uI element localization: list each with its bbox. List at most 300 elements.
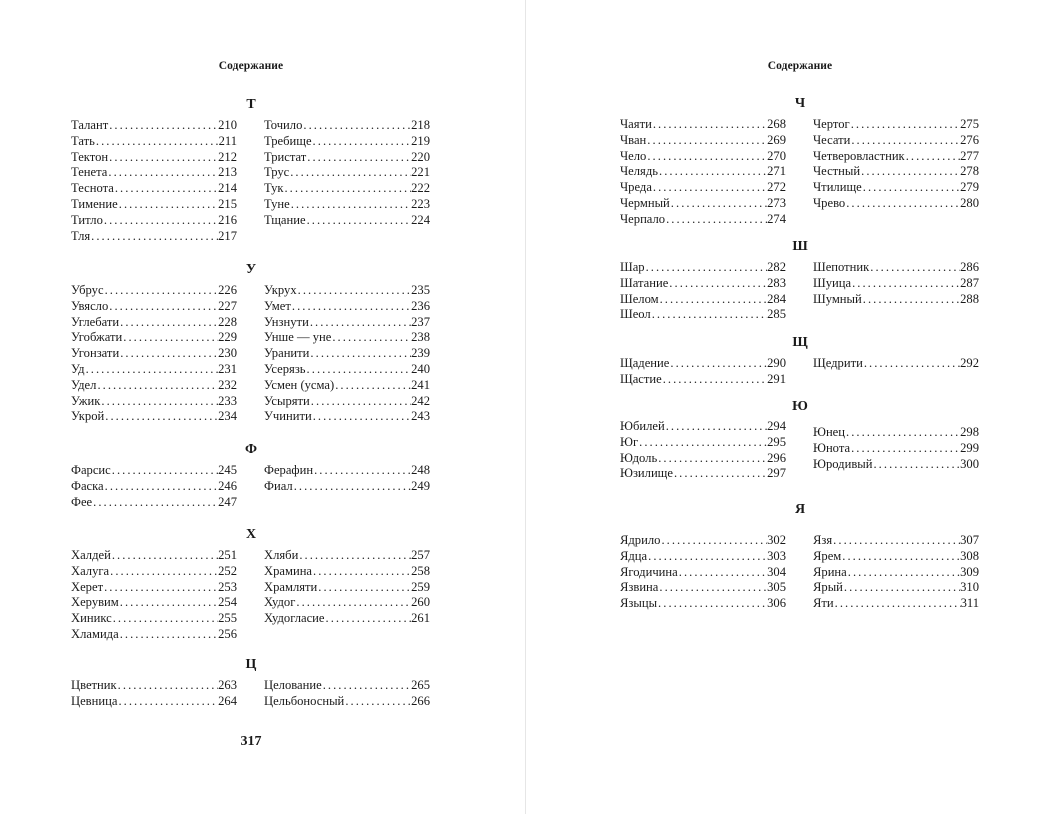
dot-leader xyxy=(645,260,768,276)
dot-leader xyxy=(291,299,411,315)
dot-leader xyxy=(850,441,960,457)
entry-word: Шепотник xyxy=(813,260,870,274)
entry-word: Цветник xyxy=(71,678,117,692)
entry-page-number: 290 xyxy=(767,356,786,370)
toc-entry xyxy=(620,164,786,180)
entry-word: Цельбоносный xyxy=(264,693,345,708)
entry-page-number: 231 xyxy=(218,361,237,376)
toc-entry xyxy=(620,419,786,435)
toc-column xyxy=(264,283,430,425)
toc-entry xyxy=(813,457,979,473)
entry-page-number: 229 xyxy=(218,330,237,345)
toc-entry xyxy=(813,425,979,441)
toc-entry xyxy=(264,595,430,611)
dot-leader xyxy=(119,627,218,643)
dot-leader xyxy=(832,533,960,549)
entry-page-number: 253 xyxy=(218,579,237,594)
dot-leader xyxy=(117,694,218,710)
toc-entry xyxy=(264,213,430,229)
toc-entry xyxy=(71,580,237,596)
entry-page-number: 271 xyxy=(767,164,786,179)
entry-word: Удел xyxy=(71,377,97,392)
entry-word: Ядрило xyxy=(620,533,661,547)
entry-word: Целование xyxy=(264,678,322,692)
entry-page-number: 305 xyxy=(767,580,786,595)
dot-leader xyxy=(673,466,767,482)
entry-page-number: 304 xyxy=(767,564,786,579)
section-letter: Ш xyxy=(792,239,808,254)
entry-word: Укрой xyxy=(71,409,105,424)
entry-page-number: 223 xyxy=(411,196,430,211)
dot-leader xyxy=(289,165,411,181)
dot-leader xyxy=(104,283,219,299)
toc-column xyxy=(620,356,786,388)
toc-column xyxy=(813,260,979,307)
dot-leader xyxy=(657,451,767,467)
entry-word: Цевница xyxy=(71,693,118,708)
toc-column xyxy=(620,533,786,612)
entry-word: Шумный xyxy=(813,291,862,306)
entry-page-number: 272 xyxy=(767,180,786,195)
dot-leader xyxy=(112,611,218,627)
toc-column xyxy=(813,425,979,472)
toc-entry xyxy=(264,409,430,425)
entry-page-number: 258 xyxy=(411,563,430,578)
entry-word: Точило xyxy=(264,118,303,132)
entry-word: Чреда xyxy=(620,180,652,195)
toc-entry xyxy=(71,213,237,229)
toc-entry xyxy=(813,117,979,133)
dot-leader xyxy=(841,549,960,565)
toc-entry xyxy=(264,181,430,197)
toc-entry xyxy=(264,678,430,694)
toc-entry xyxy=(71,150,237,166)
dot-leader xyxy=(872,457,960,473)
entry-word: Талант xyxy=(71,118,109,132)
entry-word: Ядца xyxy=(620,548,648,563)
entry-word: Черпало xyxy=(620,211,666,226)
dot-leader xyxy=(317,580,411,596)
entry-word: Херет xyxy=(71,579,104,594)
entry-page-number: 296 xyxy=(767,450,786,465)
entry-page-number: 259 xyxy=(411,579,430,594)
toc-entry xyxy=(264,165,430,181)
toc-entry xyxy=(71,165,237,181)
dot-leader xyxy=(670,196,767,212)
toc-entry xyxy=(620,307,786,323)
entry-word: Унше — уне xyxy=(264,330,332,345)
dot-leader xyxy=(850,133,960,149)
entry-word: Требище xyxy=(264,133,312,148)
toc-entry xyxy=(71,678,237,694)
dot-leader xyxy=(647,549,767,565)
toc-entry xyxy=(620,117,786,133)
dot-leader xyxy=(103,213,218,229)
page-number: 317 xyxy=(240,734,262,749)
entry-word: Фарсис xyxy=(71,463,111,477)
dot-leader xyxy=(847,565,960,581)
section-letter: Ф xyxy=(244,442,258,457)
entry-word: Фаска xyxy=(71,478,104,493)
entry-word: Ярина xyxy=(813,564,847,579)
dot-leader xyxy=(651,307,767,323)
entry-page-number: 268 xyxy=(767,117,786,131)
entry-word: Усерязь xyxy=(264,361,306,376)
toc-entry xyxy=(71,611,237,627)
toc-entry xyxy=(813,580,979,596)
entry-page-number: 257 xyxy=(411,548,430,562)
entry-word: Ужик xyxy=(71,393,101,408)
toc-entry xyxy=(813,180,979,196)
toc-entry xyxy=(620,533,786,549)
entry-word: Юг xyxy=(620,434,639,449)
toc-entry xyxy=(620,180,786,196)
toc-entry xyxy=(71,694,237,710)
dot-leader xyxy=(85,362,219,378)
entry-page-number: 306 xyxy=(767,596,786,611)
entry-word: Шатание xyxy=(620,275,669,290)
entry-page-number: 287 xyxy=(960,275,979,290)
entry-page-number: 285 xyxy=(767,307,786,322)
toc-entry xyxy=(813,441,979,457)
dot-leader xyxy=(313,463,411,479)
dot-leader xyxy=(843,580,960,596)
toc-entry xyxy=(264,479,430,495)
toc-entry xyxy=(813,133,979,149)
entry-page-number: 307 xyxy=(960,533,979,547)
dot-leader xyxy=(860,164,960,180)
dot-leader xyxy=(95,134,219,150)
toc-entry xyxy=(813,164,979,180)
toc-entry xyxy=(264,694,430,710)
entry-page-number: 211 xyxy=(218,133,237,148)
entry-page-number: 255 xyxy=(218,611,237,626)
dot-leader xyxy=(108,150,218,166)
entry-word: Углебати xyxy=(71,314,120,329)
entry-word: Шелом xyxy=(620,291,659,306)
dot-leader xyxy=(668,276,767,292)
entry-word: Худогласие xyxy=(264,611,325,626)
dot-leader xyxy=(851,276,960,292)
entry-page-number: 252 xyxy=(218,563,237,578)
dot-leader xyxy=(660,533,767,549)
toc-entry xyxy=(71,595,237,611)
entry-word: Ягодичина xyxy=(620,564,678,579)
section-letter: У xyxy=(245,262,257,277)
toc-entry xyxy=(813,260,979,276)
toc-entry xyxy=(264,362,430,378)
entry-page-number: 264 xyxy=(218,693,237,708)
dot-leader xyxy=(104,409,218,425)
entry-page-number: 261 xyxy=(411,611,430,626)
entry-word: Чесати xyxy=(813,132,851,147)
dot-leader xyxy=(119,315,218,331)
entry-page-number: 283 xyxy=(767,275,786,290)
toc-entry xyxy=(264,315,430,331)
toc-entry xyxy=(71,463,237,479)
entry-page-number: 298 xyxy=(960,425,979,439)
toc-entry xyxy=(264,378,430,394)
dot-leader xyxy=(119,346,218,362)
dot-leader xyxy=(119,595,218,611)
dot-leader xyxy=(309,346,411,362)
toc-entry xyxy=(71,181,237,197)
toc-entry xyxy=(813,549,979,565)
toc-entry xyxy=(264,283,430,299)
entry-page-number: 266 xyxy=(411,693,430,708)
entry-page-number: 265 xyxy=(411,678,430,692)
dot-leader xyxy=(108,299,218,315)
entry-page-number: 282 xyxy=(767,260,786,274)
entry-page-number: 276 xyxy=(960,132,979,147)
entry-word: Увясло xyxy=(71,298,109,313)
entry-page-number: 269 xyxy=(767,132,786,147)
entry-page-number: 237 xyxy=(411,314,430,329)
entry-page-number: 292 xyxy=(960,356,979,370)
entry-word: Челядь xyxy=(620,164,659,179)
dot-leader xyxy=(109,564,218,580)
entry-word: Языцы xyxy=(620,596,658,611)
dot-leader xyxy=(283,181,411,197)
entry-word: Угонзати xyxy=(71,346,120,361)
entry-page-number: 226 xyxy=(218,283,237,297)
toc-column xyxy=(813,356,979,372)
entry-word: Юнец xyxy=(813,425,846,439)
section-letter: Я xyxy=(794,502,806,517)
toc-column xyxy=(264,678,430,710)
toc-entry xyxy=(71,118,237,134)
entry-page-number: 286 xyxy=(960,260,979,274)
dot-leader xyxy=(334,378,411,394)
toc-entry xyxy=(264,330,430,346)
entry-page-number: 235 xyxy=(411,283,430,297)
dot-leader xyxy=(118,197,218,213)
entry-page-number: 234 xyxy=(218,409,237,424)
toc-column xyxy=(71,548,237,643)
entry-page-number: 230 xyxy=(218,346,237,361)
toc-entry xyxy=(620,466,786,482)
entry-word: Халуга xyxy=(71,563,110,578)
toc-entry xyxy=(620,565,786,581)
dot-leader xyxy=(117,678,218,694)
toc-entry xyxy=(71,409,237,425)
dot-leader xyxy=(312,564,411,580)
entry-word: Яти xyxy=(813,596,834,611)
entry-page-number: 245 xyxy=(218,463,237,477)
section-letter: Ц xyxy=(245,657,257,672)
entry-page-number: 254 xyxy=(218,595,237,610)
toc-entry xyxy=(620,549,786,565)
left-page xyxy=(0,0,525,814)
entry-word: Халдей xyxy=(71,548,111,562)
toc-entry xyxy=(620,292,786,308)
entry-word: Шуица xyxy=(813,275,852,290)
toc-entry xyxy=(620,356,786,372)
entry-word: Тук xyxy=(264,181,284,196)
entry-word: Чрево xyxy=(813,195,846,210)
dot-leader xyxy=(290,197,411,213)
dot-leader xyxy=(862,180,960,196)
toc-entry xyxy=(620,260,786,276)
entry-word: Ферафин xyxy=(264,463,314,477)
dot-leader xyxy=(658,164,767,180)
entry-page-number: 220 xyxy=(411,149,430,164)
dot-leader xyxy=(665,212,767,228)
entry-word: Уранити xyxy=(264,346,310,361)
entry-word: Тщание xyxy=(264,212,306,227)
dot-leader xyxy=(646,149,767,165)
entry-word: Чело xyxy=(620,148,647,163)
entry-word: Тимение xyxy=(71,196,118,211)
entry-word: Уд xyxy=(71,361,85,376)
entry-word: Убрус xyxy=(71,283,104,297)
dot-leader xyxy=(111,548,218,564)
entry-page-number: 278 xyxy=(960,164,979,179)
dot-leader xyxy=(104,479,218,495)
toc-entry xyxy=(813,149,979,165)
entry-page-number: 218 xyxy=(411,118,430,132)
entry-word: Тать xyxy=(71,133,95,148)
entry-page-number: 222 xyxy=(411,181,430,196)
entry-page-number: 302 xyxy=(767,533,786,547)
entry-page-number: 213 xyxy=(218,165,237,180)
dot-leader xyxy=(122,330,218,346)
toc-entry xyxy=(620,196,786,212)
entry-word: Четверовластник xyxy=(813,148,905,163)
entry-page-number: 263 xyxy=(218,678,237,692)
dot-leader xyxy=(92,495,218,511)
entry-word: Чван xyxy=(620,132,647,147)
entry-word: Хляби xyxy=(264,548,299,562)
entry-page-number: 214 xyxy=(218,181,237,196)
toc-column xyxy=(620,117,786,228)
entry-word: Титло xyxy=(71,212,103,227)
entry-page-number: 288 xyxy=(960,291,979,306)
entry-page-number: 297 xyxy=(767,466,786,481)
dot-leader xyxy=(659,292,768,308)
dot-leader xyxy=(344,694,411,710)
entry-word: Язвина xyxy=(620,580,659,595)
toc-column xyxy=(264,548,430,627)
toc-entry xyxy=(71,564,237,580)
entry-page-number: 236 xyxy=(411,298,430,313)
toc-entry xyxy=(813,292,979,308)
entry-page-number: 256 xyxy=(218,626,237,641)
entry-page-number: 291 xyxy=(767,371,786,386)
entry-word: Ярый xyxy=(813,580,843,595)
entry-page-number: 303 xyxy=(767,548,786,563)
entry-page-number: 239 xyxy=(411,346,430,361)
entry-page-number: 300 xyxy=(960,456,979,471)
entry-word: Усмен (усма) xyxy=(264,377,335,392)
entry-page-number: 309 xyxy=(960,564,979,579)
toc-entry xyxy=(620,276,786,292)
dot-leader xyxy=(850,117,960,133)
entry-page-number: 308 xyxy=(960,548,979,563)
toc-entry xyxy=(71,197,237,213)
toc-entry xyxy=(264,580,430,596)
toc-entry xyxy=(71,495,237,511)
dot-leader xyxy=(652,117,767,133)
entry-page-number: 280 xyxy=(960,195,979,210)
toc-entry xyxy=(264,134,430,150)
entry-page-number: 295 xyxy=(767,434,786,449)
entry-page-number: 310 xyxy=(960,580,979,595)
entry-word: Трус xyxy=(264,165,290,180)
dot-leader xyxy=(678,565,767,581)
entry-word: Щедрити xyxy=(813,356,863,370)
toc-entry xyxy=(71,362,237,378)
toc-column xyxy=(264,463,430,495)
dot-leader xyxy=(845,425,960,441)
entry-word: Язя xyxy=(813,533,833,547)
entry-page-number: 233 xyxy=(218,393,237,408)
toc-entry xyxy=(71,283,237,299)
entry-page-number: 238 xyxy=(411,330,430,345)
entry-page-number: 311 xyxy=(960,596,979,611)
toc-entry xyxy=(71,394,237,410)
toc-entry xyxy=(264,299,430,315)
entry-page-number: 294 xyxy=(767,419,786,433)
right-page xyxy=(526,0,1051,814)
entry-word: Умет xyxy=(264,298,291,313)
dot-leader xyxy=(108,118,218,134)
dot-leader xyxy=(325,611,412,627)
entry-word: Чаяти xyxy=(620,117,652,131)
toc-entry xyxy=(264,118,430,134)
dot-leader xyxy=(100,394,218,410)
entry-word: Чермный xyxy=(620,195,670,210)
toc-entry xyxy=(813,533,979,549)
dot-leader xyxy=(312,409,411,425)
entry-word: Хиникс xyxy=(71,611,112,626)
dot-leader xyxy=(96,378,218,394)
toc-entry xyxy=(264,197,430,213)
section-letter: Х xyxy=(245,527,257,542)
toc-entry xyxy=(71,627,237,643)
dot-leader xyxy=(905,149,960,165)
dot-leader xyxy=(295,595,411,611)
toc-entry xyxy=(264,611,430,627)
dot-leader xyxy=(297,283,411,299)
section-letter: Ю xyxy=(792,399,808,414)
toc-column xyxy=(813,117,979,212)
entry-word: Фее xyxy=(71,494,93,509)
entry-page-number: 241 xyxy=(411,377,430,392)
entry-page-number: 247 xyxy=(218,494,237,509)
toc-entry xyxy=(71,346,237,362)
dot-leader xyxy=(658,580,767,596)
dot-leader xyxy=(863,356,960,372)
entry-page-number: 270 xyxy=(767,148,786,163)
entry-word: Юдоль xyxy=(620,450,658,465)
toc-entry xyxy=(71,330,237,346)
toc-entry xyxy=(620,580,786,596)
entry-word: Юбилей xyxy=(620,419,665,433)
toc-entry xyxy=(71,299,237,315)
entry-page-number: 219 xyxy=(411,133,430,148)
entry-page-number: 217 xyxy=(218,228,237,243)
dot-leader xyxy=(834,596,961,612)
toc-column xyxy=(71,283,237,425)
dot-leader xyxy=(331,330,411,346)
toc-entry xyxy=(264,564,430,580)
entry-word: Щастие xyxy=(620,371,662,386)
entry-page-number: 212 xyxy=(218,149,237,164)
toc-entry xyxy=(813,565,979,581)
entry-word: Хламида xyxy=(71,626,119,641)
toc-entry xyxy=(620,212,786,228)
